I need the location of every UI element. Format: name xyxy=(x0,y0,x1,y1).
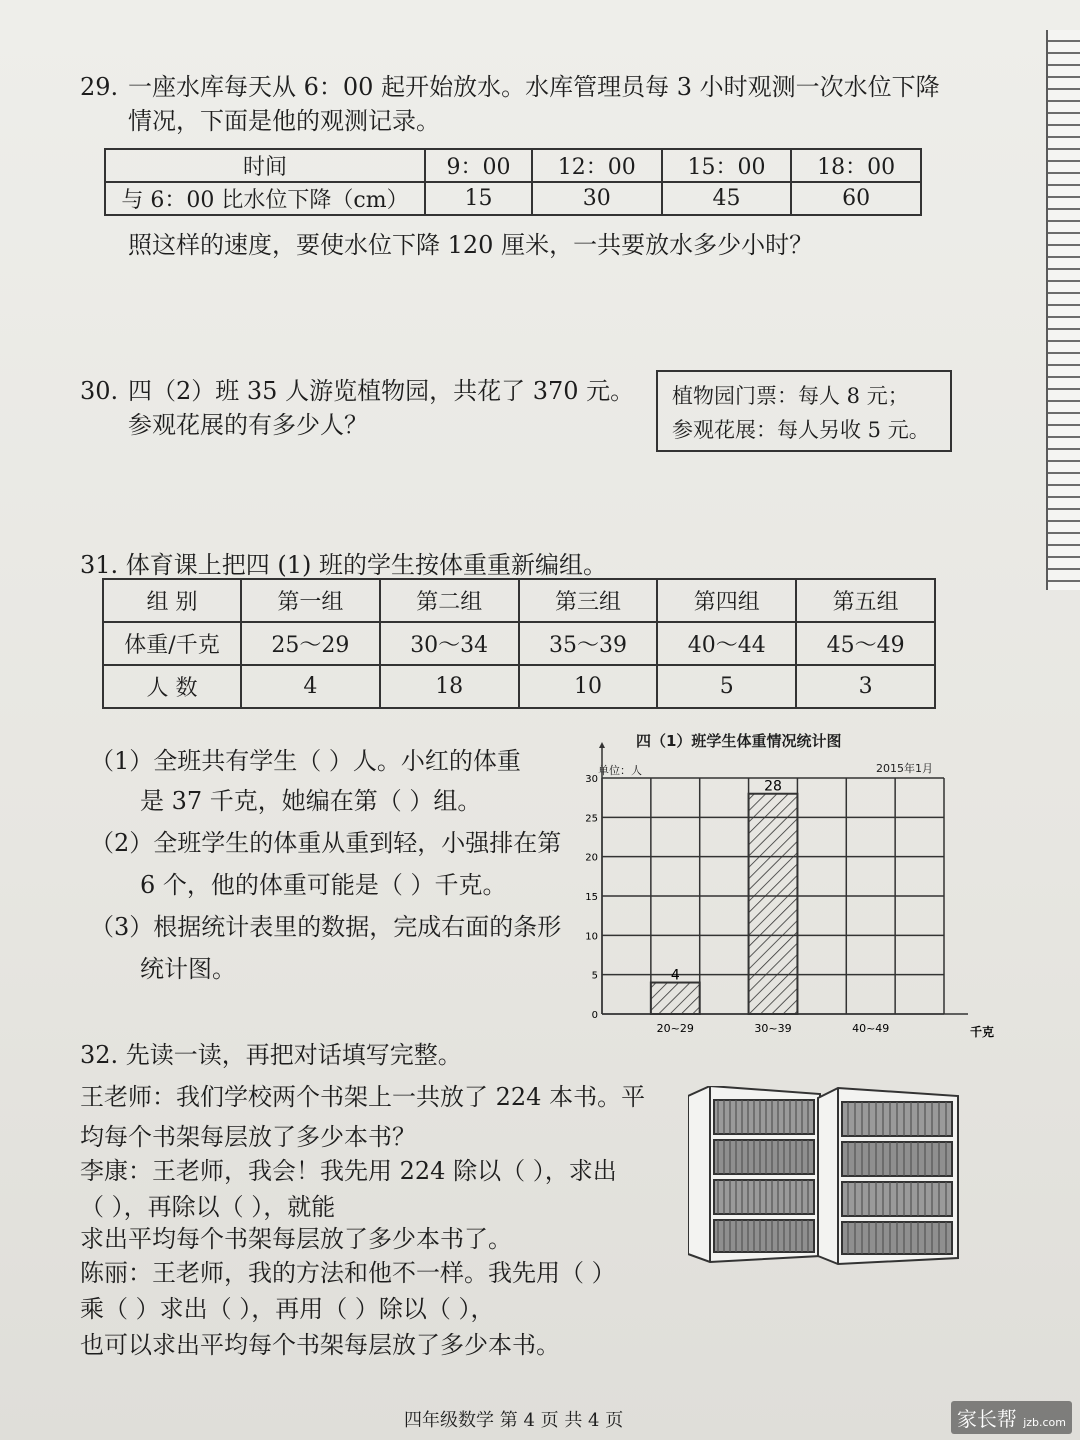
q32-line6: 求出平均每个书架每层放了多少本书了。 xyxy=(80,1225,512,1253)
q29-header-cell: 18：00 xyxy=(791,149,921,182)
q31-cell: 18 xyxy=(380,665,519,708)
q32-line3: 均每个书架每层放了多少本书？ xyxy=(80,1123,416,1151)
q32-line9: 也可以求出平均每个书架每层放了多少本书。 xyxy=(80,1331,560,1359)
q31-cell: 10 xyxy=(519,665,658,708)
q29-number: 29. xyxy=(80,73,119,101)
watermark xyxy=(951,1401,1072,1434)
chart-date-label: 2015年1月 xyxy=(876,762,933,775)
page-footer: 四年级数学 第 4 页 共 4 页 xyxy=(404,1410,624,1431)
x-category-label: 30~39 xyxy=(754,1022,792,1035)
q32-line2: 王老师：我们学校两个书架上一共放了 224 本书。平 xyxy=(80,1083,646,1111)
q31-title: 31. 体育课上把四 (1) 班的学生按体重重新编组。 xyxy=(80,551,608,579)
bar-value-label: 4 xyxy=(670,967,680,984)
q31-table xyxy=(102,578,936,709)
q29-line1: 一座水库每天从 6：00 起开始放水。水库管理员每 3 小时观测一次水位下降 xyxy=(128,73,940,101)
q30-number: 30. xyxy=(80,377,119,405)
bookshelves-illustration xyxy=(688,1086,963,1266)
q29-row-cell: 60 xyxy=(791,182,921,215)
q29-line2: 情况，下面是他的观测记录。 xyxy=(128,107,440,135)
q31-cell: 第四组 xyxy=(657,579,796,622)
x-category-label: 40~49 xyxy=(852,1022,890,1035)
q31-cell: 4 xyxy=(241,665,380,708)
q32-line4: 李康：王老师，我会！我先用 224 除以（ ），求出 xyxy=(80,1157,617,1185)
q30-price-box xyxy=(656,370,952,452)
y-tick-label: 0 xyxy=(591,1010,598,1021)
q30-box-line2: 参观花展：每人另收 5 元。 xyxy=(672,417,930,442)
bar-chart xyxy=(570,740,1000,1040)
q31-part3-a: （3）根据统计表里的数据，完成右面的条形 xyxy=(90,913,562,941)
q31-cell: 第一组 xyxy=(241,579,380,622)
q31-cell: 第五组 xyxy=(796,579,935,622)
y-tick-label: 30 xyxy=(585,774,598,785)
bar-value-label: 28 xyxy=(764,778,782,795)
q31-cell: 组 别 xyxy=(103,579,241,622)
q32-line8: 乘（ ）求出（ ），再用（ ）除以（ ）， xyxy=(80,1295,495,1323)
chart-title: 四（1）班学生体重情况统计图 xyxy=(636,732,842,750)
y-tick-label: 25 xyxy=(585,813,598,825)
q31-cell: 40～44 xyxy=(657,622,796,665)
q31-cell: 35～39 xyxy=(519,622,658,665)
q31-cell: 第二组 xyxy=(380,579,519,622)
q31-cell: 5 xyxy=(657,665,796,708)
q31-part1-b: 是 37 千克，她编在第（ ）组。 xyxy=(140,787,482,815)
q31-part3-b: 统计图。 xyxy=(140,955,236,983)
q32-line1: 32. 先读一读，再把对话填写完整。 xyxy=(80,1041,462,1069)
x-axis-label: 千克 xyxy=(969,1025,995,1039)
q29-question: 照这样的速度，要使水位下降 120 厘米，一共要放水多少小时？ xyxy=(128,231,814,259)
q31-cell: 25～29 xyxy=(241,622,380,665)
y-tick-label: 10 xyxy=(585,931,598,943)
bar xyxy=(651,983,700,1014)
q31-cell: 30～34 xyxy=(380,622,519,665)
q29-row-label: 与 6：00 比水位下降（cm） xyxy=(105,182,425,215)
q31-cell: 3 xyxy=(796,665,935,708)
q32-line5: （ ），再除以（ ），就能 xyxy=(80,1193,336,1221)
y-tick-label: 20 xyxy=(585,852,598,864)
bar xyxy=(749,794,798,1014)
q29-header-cell: 15：00 xyxy=(662,149,792,182)
watermark-site: jzb.com xyxy=(1023,1416,1066,1429)
q30-line1: 四（2）班 35 人游览植物园，共花了 370 元。 xyxy=(128,377,635,405)
q31-part1-a: （1）全班共有学生（ ）人。小红的体重 xyxy=(90,747,521,775)
y-axis-arrow xyxy=(599,742,605,748)
q31-cell: 体重/千克 xyxy=(103,622,241,665)
q30-line2: 参观花展的有多少人？ xyxy=(128,411,368,439)
ruler-edge xyxy=(1046,30,1080,590)
bookshelf-right xyxy=(818,1088,958,1264)
q31-cell: 第三组 xyxy=(519,579,658,622)
x-category-label: 20~29 xyxy=(656,1022,694,1035)
q31-cell: 人 数 xyxy=(103,665,241,708)
q29-row-cell: 45 xyxy=(662,182,792,215)
y-tick-label: 15 xyxy=(585,892,598,903)
q31-part2-b: 6 个，他的体重可能是（ ）千克。 xyxy=(140,871,507,899)
q32-line7: 陈丽：王老师，我的方法和他不一样。我先用（ ） xyxy=(80,1259,616,1287)
y-tick-label: 5 xyxy=(591,970,598,982)
q31-cell: 45～49 xyxy=(796,622,935,665)
q29-header-cell: 12：00 xyxy=(532,149,662,182)
q31-part2-a: （2）全班学生的体重从重到轻，小强排在第 xyxy=(90,829,562,857)
chart-unit-label: 单位：人 xyxy=(598,764,642,777)
q29-row-cell: 15 xyxy=(425,182,532,215)
q29-header-cell: 9：00 xyxy=(425,149,532,182)
q29-table xyxy=(104,148,922,216)
q29-header-cell: 时间 xyxy=(105,149,425,182)
q29-row-cell: 30 xyxy=(532,182,662,215)
q30-box-line1: 植物园门票：每人 8 元； xyxy=(672,384,909,408)
watermark-text: 家长帮 xyxy=(956,1407,1017,1431)
